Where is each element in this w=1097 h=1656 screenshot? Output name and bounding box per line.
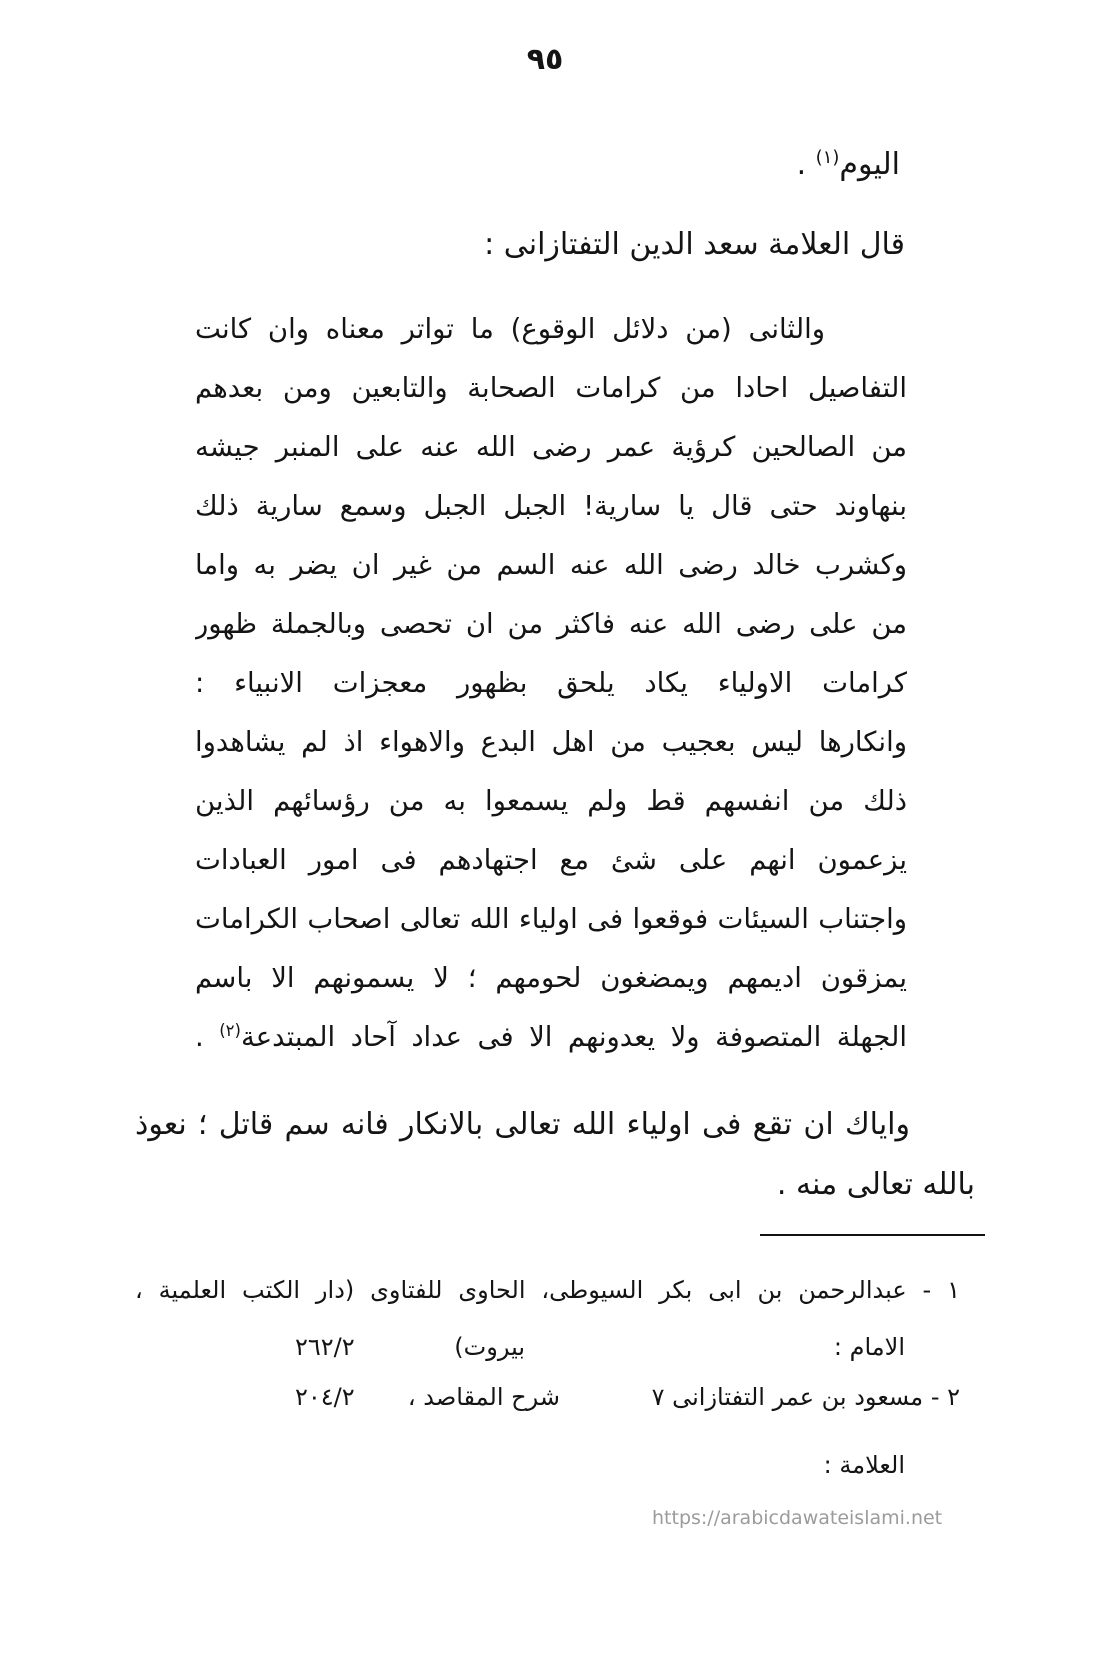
- footnote-source: عبدالرحمن بن ابى بكر السيوطى، الحاوى للفتاوى (دار الكتب العلمية ،: [135, 1276, 907, 1304]
- quote-line: ذلك من انفسهم قط ولم يسمعوا به من رؤسائهم الذين: [195, 785, 907, 817]
- quote-attribution-heading: قال العلامة سعد الدين التفتازانى :: [484, 227, 905, 262]
- closing-line: واياك ان تقع فى اولياء الله تعالى بالانكار فانه سم قاتل ؛ نعوذ: [135, 1107, 910, 1142]
- footnote-divider: [760, 1234, 985, 1236]
- footnote-author-title: العلامة :: [823, 1451, 905, 1479]
- footnote-pages: ٢٦٢/٢: [295, 1333, 355, 1361]
- footnote-work: شرح المقاصد ،: [407, 1383, 560, 1411]
- quote-line: وكشرب خالد رضى الله عنه السم من غير ان يضر به واما: [195, 549, 907, 581]
- quote-line: كرامات الاولياء يكاد يلحق بظهور معجزات الانبياء :: [195, 667, 907, 699]
- footnote-1-line: [135, 1270, 960, 1310]
- quote-block: [195, 300, 907, 1067]
- quote-line: التفاصيل احادا من كرامات الصحابة والتابعين ومن بعدهم: [195, 372, 907, 404]
- watermark-url: https://arabicdawateislami.net: [652, 1507, 943, 1529]
- intro-line: [797, 145, 900, 185]
- footnote-source: مسعود بن عمر التفتازانى ٧: [651, 1383, 924, 1411]
- quote-line: من على رضى الله عنه فاكثر من ان تحصى وبالجملة ظهور: [195, 608, 907, 640]
- page-number: ٩٥: [526, 42, 564, 77]
- closing-line-last: بالله تعالى منه .: [776, 1167, 975, 1202]
- quote-line: يزعمون انهم على شئ مع اجتهادهم فى امور العبادات: [195, 844, 907, 876]
- footnote-marker: ١ -: [922, 1276, 960, 1304]
- quote-line: وانكارها ليس بعجيب من اهل البدع والاهواء اذ لم يشاهدوا: [195, 726, 907, 758]
- footnote-author-title: الامام :: [833, 1333, 905, 1361]
- footnote-ref-1: (١): [815, 147, 840, 168]
- quote-line: يمزقون اديمهم ويمضغون لحومهم ؛ لا يسمونهم الا باسم: [195, 962, 907, 994]
- quote-last-text: الجهلة المتصوفة ولا يعدونهم الا فى عداد آحاد المبتدعة: [240, 1021, 907, 1053]
- intro-tail: .: [796, 147, 816, 182]
- footnote-ref-2: (٢): [219, 1020, 241, 1040]
- footnote-1: [135, 1270, 960, 1310]
- footnote-2: [652, 1377, 960, 1417]
- quote-line-last: [195, 1008, 907, 1067]
- quote-line: من الصالحين كرؤية عمر رضى الله عنه على المنبر جيشه: [195, 431, 907, 463]
- footnote-marker: ٢ -: [930, 1383, 960, 1411]
- closing-paragraph: [135, 1095, 975, 1215]
- quote-line: واجتناب السيئات فوقعوا فى اولياء الله تعالى اصحاب الكرامات: [195, 903, 907, 935]
- quote-line: والثانى (من دلائل الوقوع) ما تواتر معناه وان كانت: [195, 313, 825, 345]
- quote-line: بنهاوند حتى قال يا سارية! الجبل الجبل وسمع سارية ذلك: [195, 490, 907, 522]
- footnote-pages: ٢٠٤/٢: [295, 1383, 355, 1411]
- footnote-place: بيروت): [454, 1333, 525, 1361]
- quote-last-tail: .: [195, 1021, 220, 1053]
- intro-word: اليوم: [839, 147, 900, 182]
